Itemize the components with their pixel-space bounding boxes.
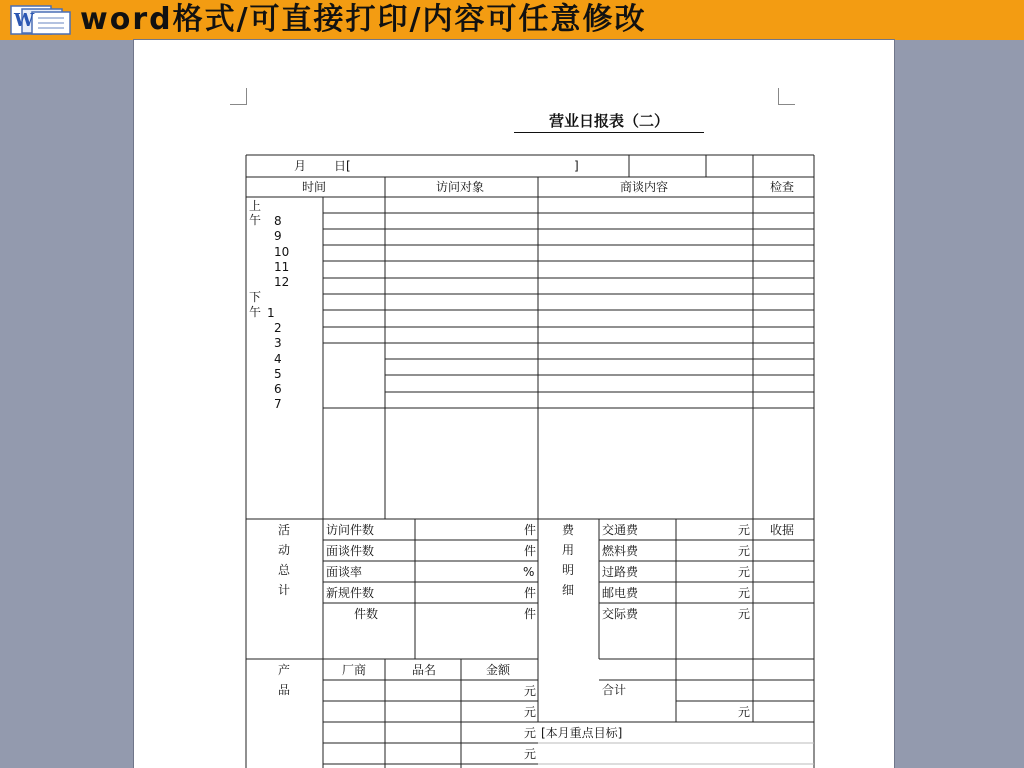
banner-text: word格式/可直接打印/内容可任意修改 [80, 2, 647, 37]
expense-row-unit: 元 [738, 544, 751, 558]
am-label-1: 上 [249, 199, 262, 213]
expense-row-name: 过路费 [602, 565, 639, 579]
header-close-bracket: ] [574, 159, 579, 173]
hour-5: 5 [274, 367, 282, 381]
svg-text:W: W [14, 10, 35, 31]
hour-12: 12 [274, 275, 290, 289]
expense-total-unit: 元 [738, 705, 751, 719]
hour-9: 9 [274, 229, 282, 243]
expense-label-2: 用 [562, 543, 575, 557]
hour-8: 8 [274, 214, 282, 228]
expense-total: 合计 [602, 683, 627, 697]
product-header-amount: 金额 [486, 663, 511, 677]
col-visit-target: 访问对象 [436, 180, 485, 194]
am-label-2: 午 [249, 213, 262, 227]
activity-row-name: 件数 [354, 607, 379, 621]
hour-10: 10 [274, 245, 290, 259]
expense-label-4: 细 [562, 583, 575, 597]
hour-1: 1 [267, 306, 275, 320]
expense-row-name: 邮电费 [602, 586, 639, 600]
pm-label-1: 下 [249, 290, 262, 304]
col-time: 时间 [302, 180, 327, 194]
activity-row-name: 新规件数 [326, 586, 375, 600]
activity-row-name: 面谈率 [326, 565, 363, 579]
activity-label-4: 计 [278, 583, 291, 597]
expense-row-unit: 元 [738, 607, 751, 621]
expense-receipt: 收据 [770, 523, 795, 537]
expense-label-3: 明 [562, 563, 575, 577]
product-label-1: 产 [278, 663, 291, 677]
col-discussion: 商谈内容 [620, 180, 669, 194]
activity-label-1: 活 [278, 523, 291, 537]
expense-row-unit: 元 [738, 523, 751, 537]
product-header-maker: 厂商 [342, 663, 367, 677]
product-header-name: 品名 [412, 663, 437, 677]
activity-label-3: 总 [278, 563, 291, 577]
product-row-unit: 元 [524, 705, 537, 719]
activity-row-name: 面谈件数 [326, 544, 375, 558]
activity-row-name: 访问件数 [326, 523, 375, 537]
product-row-unit: 元 [524, 684, 537, 698]
expense-row-name: 交通费 [602, 523, 639, 537]
activity-row-unit: 件 [524, 523, 537, 537]
hour-2: 2 [274, 321, 282, 335]
document-title: 营业日报表（二） [514, 110, 704, 133]
product-label-2: 品 [278, 683, 291, 697]
header-month: 月 [294, 159, 307, 173]
expense-row-name: 燃料费 [602, 544, 639, 558]
monthly-goal-label: [本月重点目标] [541, 726, 623, 740]
hour-7: 7 [274, 397, 282, 411]
hour-3: 3 [274, 336, 282, 350]
hour-6: 6 [274, 382, 282, 396]
activity-row-unit: 件 [524, 544, 537, 558]
product-row-unit: 元 [524, 726, 537, 740]
expense-row-unit: 元 [738, 565, 751, 579]
product-row-unit: 元 [524, 747, 537, 761]
col-check: 检查 [770, 180, 795, 194]
word-doc-icon [10, 4, 72, 36]
activity-row-unit: 件 [524, 607, 537, 621]
expense-label-1: 费 [562, 523, 575, 537]
promo-banner [0, 0, 1024, 40]
document-page [134, 40, 894, 768]
activity-label-2: 动 [278, 543, 291, 557]
header-day: 日[ [334, 159, 351, 173]
expense-row-name: 交际费 [602, 607, 639, 621]
activity-row-unit: % [523, 565, 535, 579]
pm-label-2: 午 [249, 305, 262, 319]
hour-11: 11 [274, 260, 290, 274]
report-table-grid [134, 40, 894, 768]
activity-row-unit: 件 [524, 586, 537, 600]
expense-row-unit: 元 [738, 586, 751, 600]
hour-4: 4 [274, 352, 282, 366]
